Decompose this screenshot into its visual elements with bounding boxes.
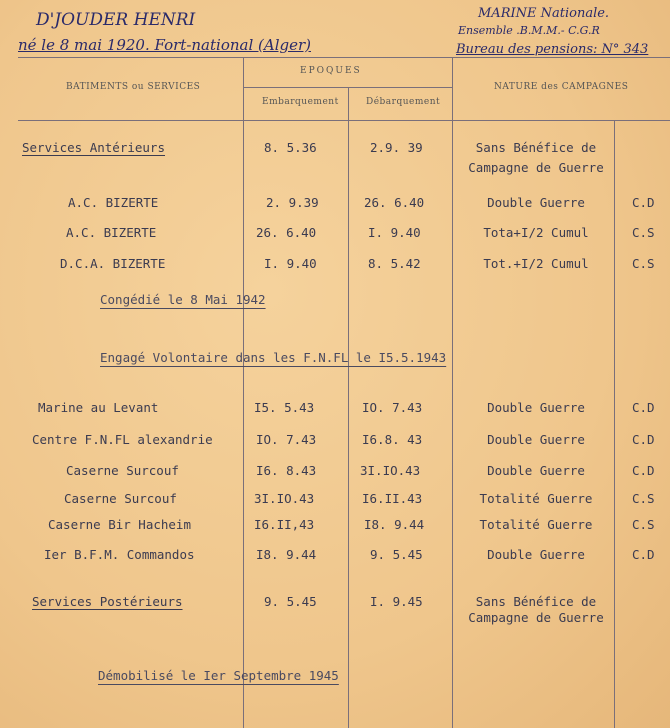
note-engage: Engagé Volontaire dans les F.N.FL le I5.5.1943 bbox=[100, 350, 447, 365]
code-cell: C.D bbox=[632, 432, 655, 447]
handwritten-marine: MARINE Nationale. bbox=[478, 6, 610, 21]
service-cell: D.C.A. BIZERTE bbox=[60, 256, 166, 271]
service-cell: Services Antérieurs bbox=[22, 140, 165, 155]
debarquement-cell: IO. 7.43 bbox=[362, 400, 423, 415]
handwritten-bureau: Bureau des pensions: N° 343 bbox=[456, 42, 649, 57]
nature-cell: Tot.+I/2 Cumul bbox=[483, 256, 589, 271]
column-divider bbox=[614, 120, 615, 728]
embarquement-cell: I6.II,43 bbox=[254, 517, 315, 532]
column-divider bbox=[348, 88, 349, 728]
service-cell: Marine au Levant bbox=[38, 400, 159, 415]
embarquement-cell: I8. 9.44 bbox=[256, 547, 317, 562]
header-embarquement: Embarquement bbox=[262, 97, 339, 107]
note-demob: Démobilisé le Ier Septembre 1945 bbox=[98, 668, 339, 683]
column-divider bbox=[452, 57, 453, 728]
header-batiments: BATIMENTS ou SERVICES bbox=[66, 82, 201, 92]
debarquement-cell: 2.9. 39 bbox=[370, 140, 423, 155]
nature-cell: Double Guerre bbox=[487, 463, 585, 478]
service-cell: Caserne Surcouf bbox=[66, 463, 179, 478]
code-cell: C.D bbox=[632, 400, 655, 415]
service-cell: Caserne Bir Hacheim bbox=[48, 517, 191, 532]
embarquement-cell: I5. 5.43 bbox=[254, 400, 315, 415]
embarquement-cell: IO. 7.43 bbox=[256, 432, 317, 447]
handwritten-ensemble: Ensemble .B.M.M.- C.G.R bbox=[458, 24, 600, 37]
nature-cell: Double Guerre bbox=[487, 195, 585, 210]
code-cell: C.S bbox=[632, 491, 655, 506]
note-conge: Congédié le 8 Mai 1942 bbox=[100, 292, 266, 307]
code-cell: C.D bbox=[632, 463, 655, 478]
debarquement-cell: I8. 9.44 bbox=[364, 517, 425, 532]
handwritten-birth: né le 8 mai 1920. Fort-national (Alger) bbox=[18, 36, 311, 54]
debarquement-cell: 8. 5.42 bbox=[368, 256, 421, 271]
debarquement-cell: I6.8. 43 bbox=[362, 432, 423, 447]
embarquement-cell: 2. 9.39 bbox=[266, 195, 319, 210]
embarquement-cell: 3I.IO.43 bbox=[254, 491, 315, 506]
embarquement-cell: 26. 6.40 bbox=[256, 225, 317, 240]
code-cell: C.D bbox=[632, 547, 655, 562]
header-bottom-border bbox=[18, 120, 670, 121]
nature-cell: Double Guerre bbox=[487, 547, 585, 562]
nature-cell: Tota+I/2 Cumul bbox=[483, 225, 589, 240]
column-divider bbox=[243, 57, 244, 728]
service-cell: Services Postérieurs bbox=[32, 594, 183, 609]
table-top-border bbox=[18, 57, 670, 58]
debarquement-cell: I6.II.43 bbox=[362, 491, 423, 506]
debarquement-cell: I. 9.40 bbox=[368, 225, 421, 240]
service-cell: Centre F.N.FL alexandrie bbox=[32, 432, 213, 447]
nature-cell: Double Guerre bbox=[487, 432, 585, 447]
debarquement-cell: 9. 5.45 bbox=[370, 547, 423, 562]
nature-cell: Totalité Guerre bbox=[479, 517, 593, 532]
header-epoques: EPOQUES bbox=[300, 66, 362, 76]
embarquement-cell: 9. 5.45 bbox=[264, 594, 317, 609]
code-cell: C.D bbox=[632, 195, 655, 210]
code-cell: C.S bbox=[632, 517, 655, 532]
debarquement-cell: I. 9.45 bbox=[370, 594, 423, 609]
debarquement-cell: 26. 6.40 bbox=[364, 195, 425, 210]
embarquement-cell: 8. 5.36 bbox=[264, 140, 317, 155]
nature-cell: Double Guerre bbox=[487, 400, 585, 415]
code-cell: C.S bbox=[632, 225, 655, 240]
code-cell: C.S bbox=[632, 256, 655, 271]
header-debarquement: Débarquement bbox=[366, 97, 441, 107]
header-nature: NATURE des CAMPAGNES bbox=[494, 82, 629, 92]
handwritten-name: D'JOUDER HENRI bbox=[36, 10, 196, 30]
service-cell: A.C. BIZERTE bbox=[66, 225, 157, 240]
nature-cell: Sans Bénéfice de bbox=[475, 594, 597, 609]
embarquement-cell: I. 9.40 bbox=[264, 256, 317, 271]
nature-cell: Campagne de Guerre bbox=[468, 160, 604, 175]
nature-cell: Sans Bénéfice de bbox=[475, 140, 597, 155]
embarquement-cell: I6. 8.43 bbox=[256, 463, 317, 478]
nature-cell: Totalité Guerre bbox=[479, 491, 593, 506]
debarquement-cell: 3I.IO.43 bbox=[360, 463, 421, 478]
service-cell: Caserne Surcouf bbox=[64, 491, 177, 506]
service-cell: Ier B.F.M. Commandos bbox=[44, 547, 195, 562]
nature-cell: Campagne de Guerre bbox=[468, 610, 604, 625]
service-cell: A.C. BIZERTE bbox=[68, 195, 159, 210]
